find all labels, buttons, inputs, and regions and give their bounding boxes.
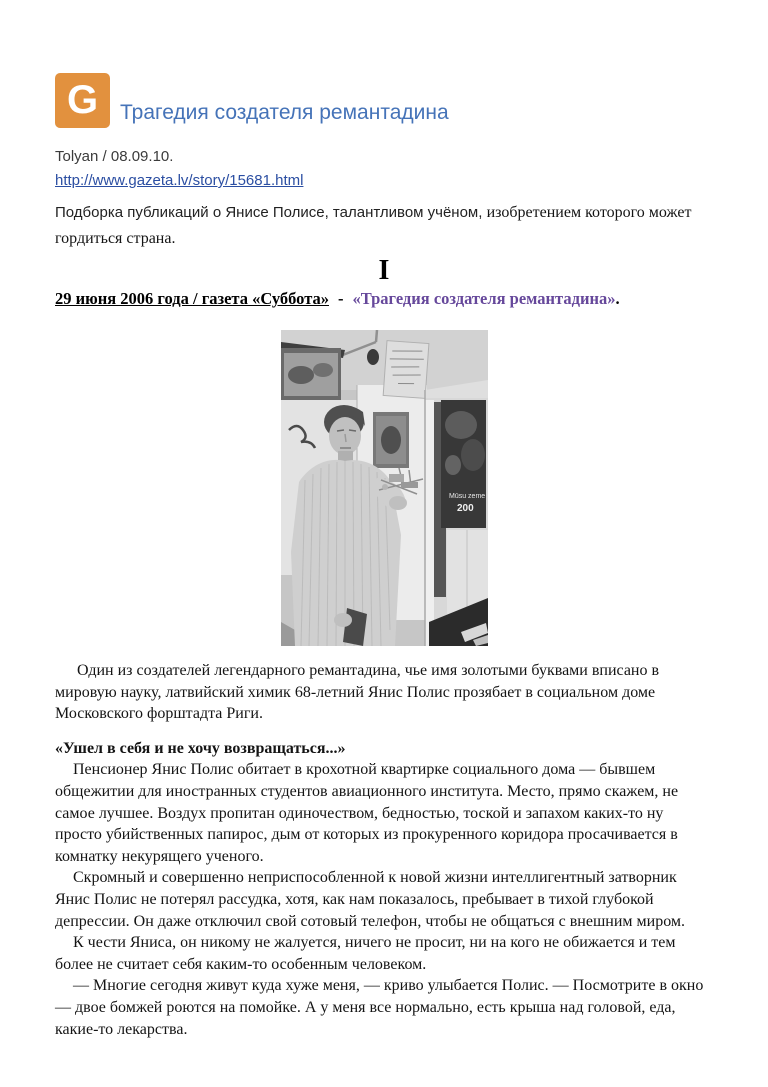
byline: Tolyan / 08.09.10. [55, 148, 174, 165]
article-heading [55, 288, 711, 310]
article-photo-svg [281, 330, 488, 646]
article-photo [281, 330, 488, 646]
intro-paragraph [55, 200, 711, 252]
document-header [55, 73, 711, 190]
paragraph-1: Пенсионер Янис Полис обитает в крохотной квартирке социального дома — бывшем общежитии для иностранных студентов авиационного института. Место, прямо скажем, не самое лучшее. Воздух пропитан одиночеством, бедностью, тоской и запахом каких-то ну просто убийственных папирос, дым от которых из прокуренного коридора просачивается в комнатку некурящего ученого. [55, 761, 679, 865]
poster-text-line2: 200 [456, 503, 474, 514]
heading-separator: - [338, 289, 344, 308]
article-date-source: 29 июня 2006 года / газета «Суббота» [55, 289, 329, 308]
gazeta-logo-letter: G [66, 77, 99, 122]
intro-text-sans: Подборка публикаций о Янисе Полисе, талантливом учёном, [55, 204, 487, 221]
logo-row [55, 73, 711, 128]
section-numeral: I [378, 255, 390, 286]
source-link[interactable]: http://www.gazeta.lv/story/15681.html [55, 172, 304, 189]
paragraph-2: Скромный и совершенно неприспособленной к новой жизни интеллигентный затворник Янис Полис не потерял рассудка, хотя, как нам показалось, пребывает в тихой глубокой депрессии. Он даже отключил свой сотовый телефон, чтобы не общаться с внешним миром. [55, 869, 686, 930]
page-title: Трагедия создателя ремантадина [120, 100, 449, 124]
poster-text-line1: Mūsu zeme [448, 493, 485, 500]
intro-text-serif: изобретением которого может гордиться страна. [55, 204, 692, 247]
article-body [55, 660, 711, 1040]
lead-paragraph: Один из создателей легендарного ремантадина, чье имя золотыми буквами вписано в мировую науку, латвийский химик 68-летний Янис Полис прозябает в социальном доме Московского форштадта Риги. [55, 662, 660, 723]
article-title-link[interactable]: «Трагедия создателя ремантадина» [352, 289, 616, 308]
article-subheading: «Ушел в себя и не хочу возвращаться...» [55, 739, 346, 757]
heading-period: . [615, 289, 620, 308]
paragraph-4: — Многие сегодня живут куда хуже меня, — криво улыбается Полис. — Посмотрите в окно — двое бомжей роются на помойке. А у меня все нормально, есть крыша над головой, еда, какие-то лекарства. [55, 977, 704, 1038]
paragraph-3: К чести Яниса, он никому не жалуется, ничего не просит, ни на кого не обижается и тем более не считает себя каким-то особенным человеком. [55, 934, 676, 973]
gazeta-logo [55, 73, 110, 128]
